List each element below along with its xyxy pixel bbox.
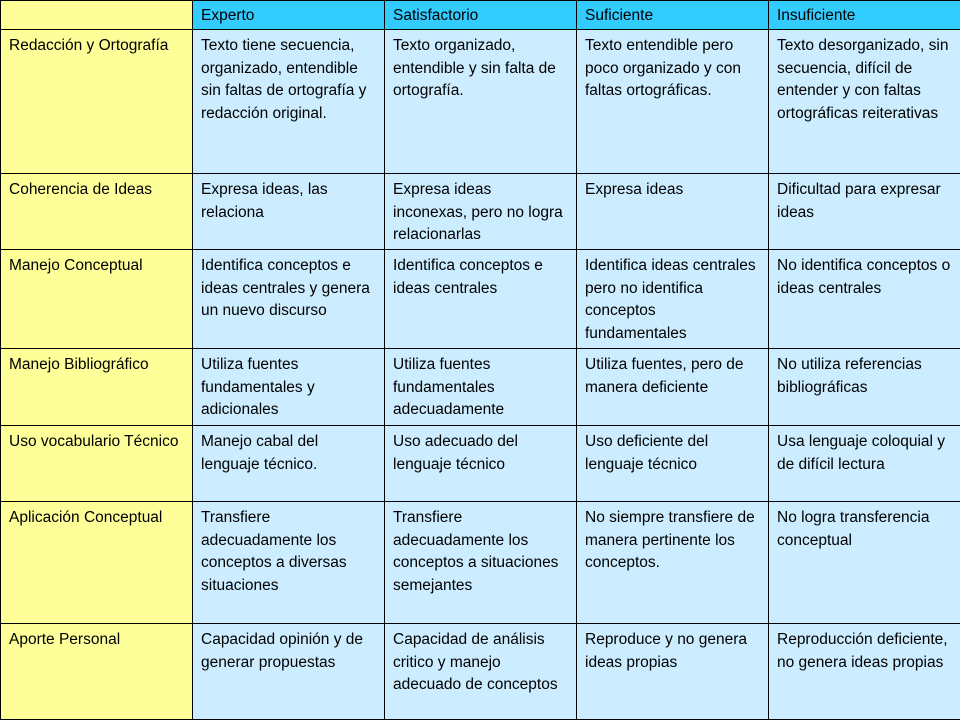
criterion-cell: Coherencia de Ideas [1,174,193,250]
rubric-cell: Capacidad opinión y de generar propuestas [193,624,385,720]
rubric-cell: Identifica conceptos e ideas centrales [385,250,577,349]
rubric-cell: Identifica conceptos e ideas centrales y genera un nuevo discurso [193,250,385,349]
rubric-cell: Dificultad para expresar ideas [769,174,960,250]
rubric-cell: No siempre transfiere de manera pertinente los conceptos. [577,502,769,624]
header-suficiente: Suficiente [577,1,769,30]
rubric-cell: Transfiere adecuadamente los conceptos a situaciones semejantes [385,502,577,624]
rubric-cell: Expresa ideas, las relaciona [193,174,385,250]
header-satisfactorio: Satisfactorio [385,1,577,30]
table-row [1,349,960,426]
rubric-cell: Texto tiene secuencia, organizado, entendible sin faltas de ortografía y redacción original. [193,30,385,174]
table-row [1,30,960,174]
rubric-cell: Manejo cabal del lenguaje técnico. [193,426,385,502]
table-row [1,502,960,624]
rubric-cell: Transfiere adecuadamente los conceptos a diversas situaciones [193,502,385,624]
criterion-cell: Uso vocabulario Técnico [1,426,193,502]
rubric-cell: Reproduce y no genera ideas propias [577,624,769,720]
rubric-cell: Uso adecuado del lenguaje técnico [385,426,577,502]
rubric-cell: Usa lenguaje coloquial y de difícil lectura [769,426,960,502]
criterion-cell: Aplicación Conceptual [1,502,193,624]
table-row [1,250,960,349]
table-row [1,174,960,250]
rubric-cell: No identifica conceptos o ideas centrales [769,250,960,349]
rubric-cell: Uso deficiente del lenguaje técnico [577,426,769,502]
rubric-cell: Capacidad de análisis critico y manejo adecuado de conceptos [385,624,577,720]
criterion-cell: Manejo Conceptual [1,250,193,349]
rubric-cell: Texto organizado, entendible y sin falta de ortografía. [385,30,577,174]
rubric-cell: Utiliza fuentes, pero de manera deficiente [577,349,769,426]
table-row [1,426,960,502]
rubric-cell: Reproducción deficiente, no genera ideas propias [769,624,960,720]
rubric-cell: Utiliza fuentes fundamentales y adicionales [193,349,385,426]
rubric-cell: Expresa ideas [577,174,769,250]
header-experto: Experto [193,1,385,30]
rubric-cell: Expresa ideas inconexas, pero no logra relacionarlas [385,174,577,250]
criterion-cell: Manejo Bibliográfico [1,349,193,426]
criterion-cell: Redacción y Ortografía [1,30,193,174]
rubric-cell: No logra transferencia conceptual [769,502,960,624]
rubric-cell: Texto entendible pero poco organizado y con faltas ortográficas. [577,30,769,174]
header-row [1,1,960,30]
rubric-cell: Texto desorganizado, sin secuencia, difícil de entender y con faltas ortográficas reiterativas [769,30,960,174]
corner-header-cell [1,1,193,30]
rubric-cell: Utiliza fuentes fundamentales adecuadamente [385,349,577,426]
table-row [1,624,960,720]
criterion-cell: Aporte Personal [1,624,193,720]
header-insuficiente: Insuficiente [769,1,960,30]
rubric-cell: No utiliza referencias bibliográficas [769,349,960,426]
rubric-cell: Identifica ideas centrales pero no identifica conceptos fundamentales [577,250,769,349]
